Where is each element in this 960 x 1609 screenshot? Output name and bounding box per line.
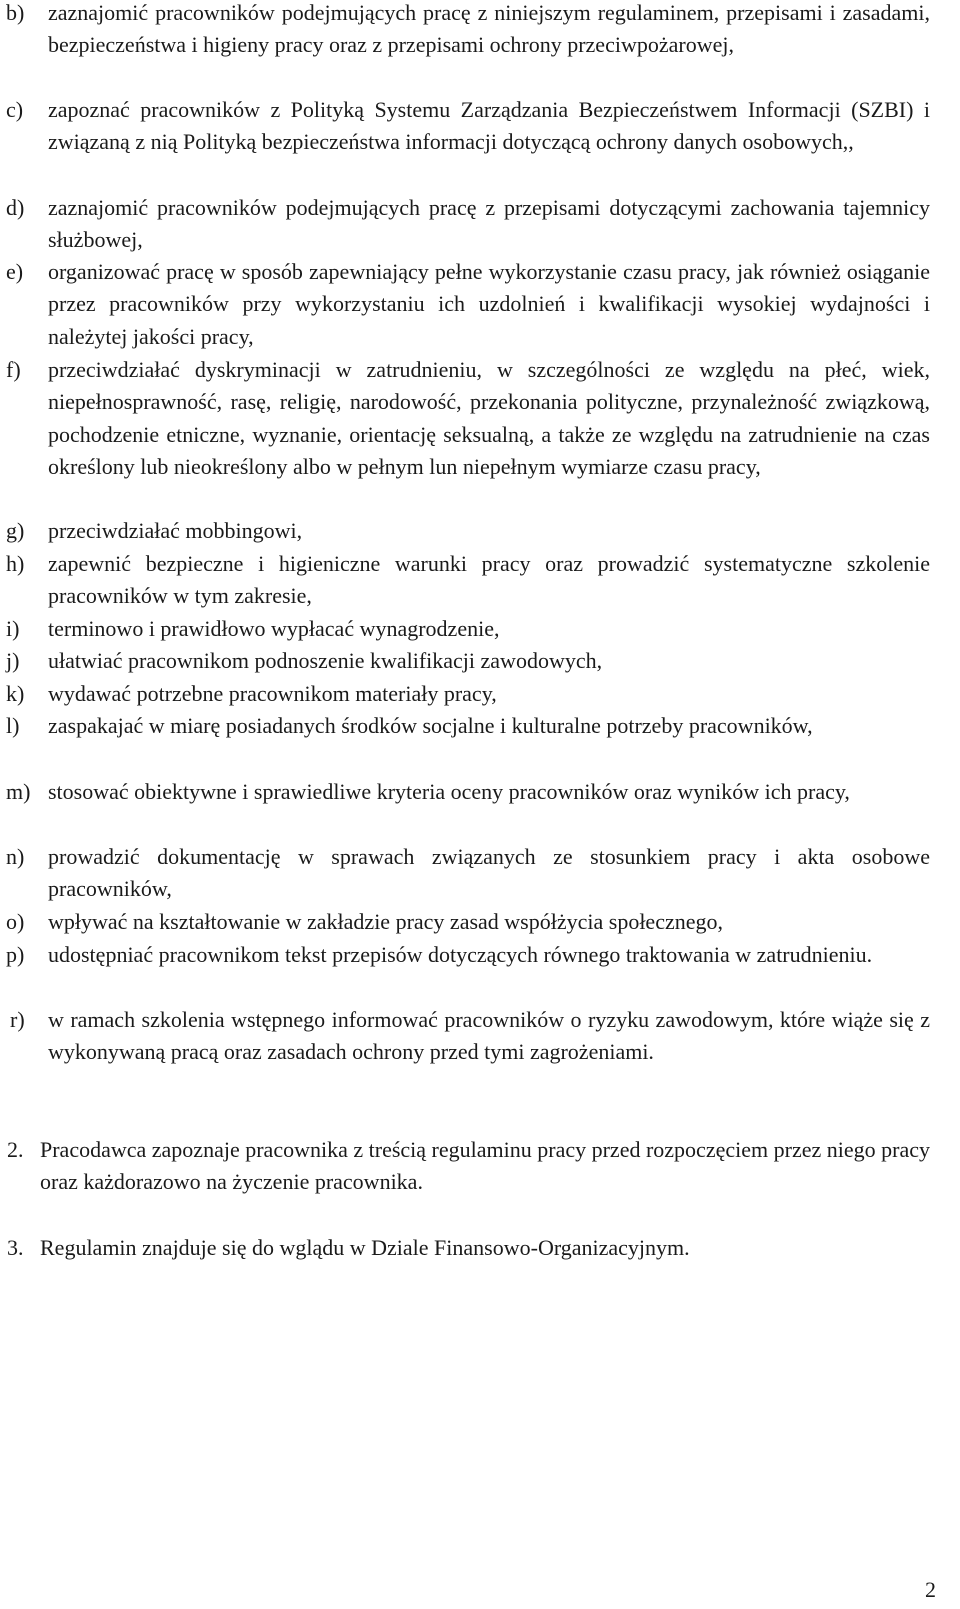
paragraph-number: 3.: [7, 1235, 24, 1260]
list-item-label: p): [6, 942, 25, 967]
list-item-text: organizować pracę w sposób zapewniający pełne wykorzystanie czasu pracy, jak również osiąganie przez pracowników przy wykorzystaniu ich uzdolnień i kwalifikacji wysokiej wydajności i należytej jakości pracy,: [48, 259, 930, 349]
list-item-text: stosować obiektywne i sprawiedliwe kryteria oceny pracowników oraz wyników ich pracy,: [48, 779, 850, 804]
list-item-text: zaznajomić pracowników podejmujących pracę z niniejszym regulaminem, przepisami i zasadami, bezpieczeństwa i higieny pracy oraz z przepisami ochrony przeciwpożarowej,: [48, 0, 930, 58]
list-item-p: [6, 939, 930, 971]
list-item-label: e): [6, 259, 24, 284]
paragraph-text: Pracodawca zapoznaje pracownika z treścią regulaminu pracy przed rozpoczęciem przez niego pracy oraz każdorazowo na życzenie pracownika.: [40, 1137, 930, 1195]
list-item-text: wpływać na kształtowanie w zakładzie pracy zasad współżycia społecznego,: [48, 909, 723, 934]
list-item-label: b): [6, 0, 25, 25]
page-number: 2: [925, 1577, 936, 1602]
paragraph-3: [7, 1232, 930, 1264]
list-item-label: c): [6, 97, 24, 122]
list-item-g: [6, 515, 930, 547]
list-item-text: prowadzić dokumentację w sprawach związanych ze stosunkiem pracy i akta osobowe pracowników,: [48, 844, 930, 902]
list-item-k: [6, 678, 930, 710]
list-item-o: [6, 906, 930, 938]
list-item-b: [6, 0, 930, 62]
list-item-f: [6, 354, 930, 484]
list-item-text: zapoznać pracowników z Polityką Systemu Zarządzania Bezpieczeństwem Informacji (SZBI) i związaną z nią Polityką bezpieczeństwa informacji dotyczącą ochrony danych osobowych,,: [48, 97, 930, 155]
list-item-text: przeciwdziałać dyskryminacji w zatrudnieniu, w szczególności ze względu na płeć, wiek, niepełnosprawność, rasę, religię, narodowość, przekonania polityczne, przynależność związkową, pochodzenie etniczne, wyznanie, orientację seksualną, a także ze względu na zatrudnienie na czas określony lub nieokreślony albo w pełnym lun niepełnym wymiarze czasu pracy,: [48, 357, 930, 480]
list-item-i: [6, 613, 930, 645]
list-item-j: [6, 645, 930, 677]
list-item-text: zaspakajać w miarę posiadanych środków socjalne i kulturalne potrzeby pracowników,: [48, 713, 813, 738]
list-item-e: [6, 256, 930, 353]
list-item-c: [6, 94, 930, 159]
list-item-label: f): [6, 357, 21, 382]
list-item-label: g): [6, 518, 25, 543]
paragraph-text: Regulamin znajduje się do wglądu w Dziale Finansowo-Organizacyjnym.: [40, 1235, 690, 1260]
list-item-d: [6, 192, 930, 257]
list-item-label: k): [6, 681, 25, 706]
list-item-m: [6, 776, 930, 808]
list-item-h: [6, 548, 930, 613]
list-item-label: j): [6, 648, 20, 673]
list-item-label: i): [6, 616, 20, 641]
paragraph-2: [7, 1134, 930, 1199]
list-item-l: [6, 710, 930, 742]
list-item-text: terminowo i prawidłowo wypłacać wynagrodzenie,: [48, 616, 500, 641]
paragraph-number: 2.: [7, 1137, 24, 1162]
list-item-label: r): [10, 1007, 25, 1032]
list-item-text: zapewnić bezpieczne i higieniczne warunki pracy oraz prowadzić systematyczne szkolenie pracowników w tym zakresie,: [48, 551, 930, 609]
list-item-label: d): [6, 195, 25, 220]
list-item-text: ułatwiać pracownikom podnoszenie kwalifikacji zawodowych,: [48, 648, 603, 673]
list-item-text: wydawać potrzebne pracownikom materiały pracy,: [48, 681, 497, 706]
list-item-text: przeciwdziałać mobbingowi,: [48, 518, 303, 543]
list-item-label: l): [6, 713, 20, 738]
list-item-label: o): [6, 909, 25, 934]
list-item-label: n): [6, 844, 25, 869]
list-item-label: m): [6, 779, 31, 804]
list-item-text: zaznajomić pracowników podejmujących pracę z przepisami dotyczącymi zachowania tajemnicy służbowej,: [48, 195, 930, 253]
list-item-n: [6, 841, 930, 906]
list-item-label: h): [6, 551, 25, 576]
list-item-text: udostępniać pracownikom tekst przepisów dotyczących równego traktowania w zatrudnieniu.: [48, 942, 873, 967]
list-item-text: w ramach szkolenia wstępnego informować pracowników o ryzyku zawodowym, które wiąże się z wykonywaną pracą oraz zasadach ochrony przed tymi zagrożeniami.: [48, 1007, 930, 1065]
list-item-r: [10, 1004, 930, 1069]
